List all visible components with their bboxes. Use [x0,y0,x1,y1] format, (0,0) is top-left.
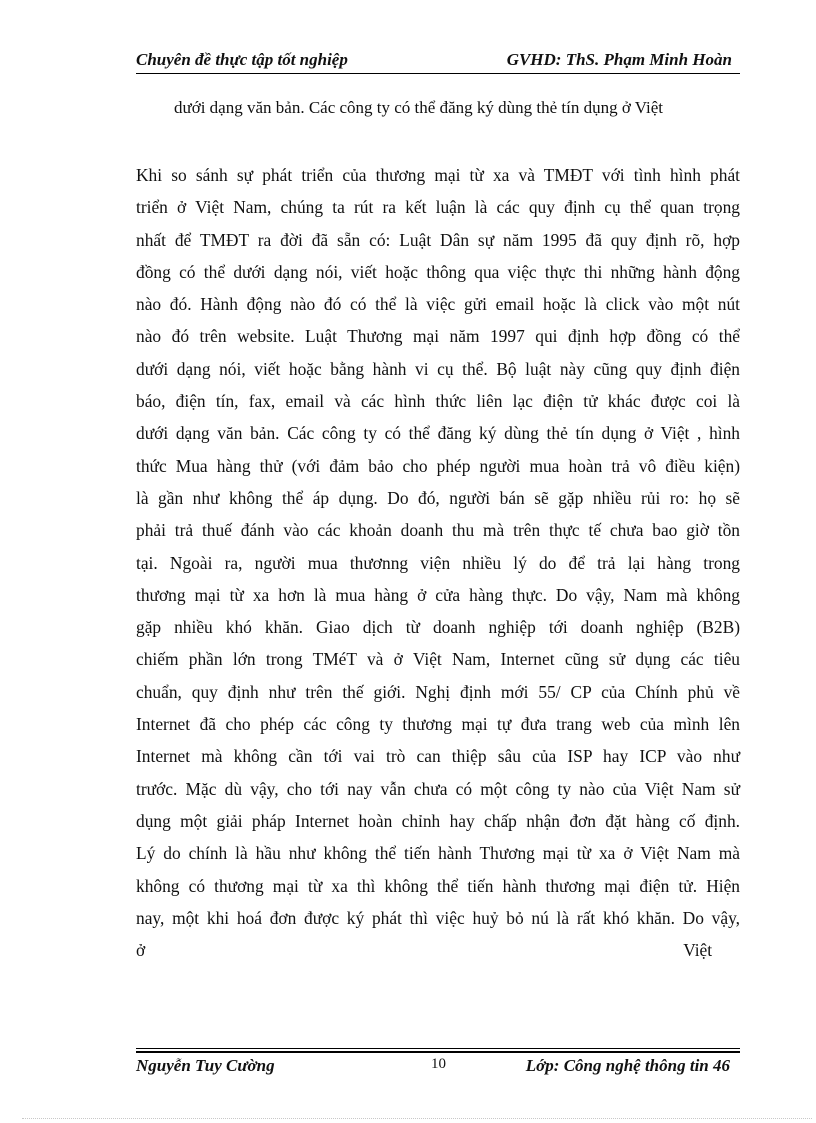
paragraph-line: dưới dạng văn bản. Các công ty có thể đăng ký dùng thẻ tín dụng ở Việt , hình [136,423,740,444]
paragraph-line: Lý do chính là hầu như không thể tiến hành Thương mại từ xa ở Việt Nam mà [136,843,740,864]
paragraph-line: báo, điện tín, fax, email và các hình thức liên lạc điện tử khác được coi là [136,391,740,412]
paragraph-line: Internet đã cho phép các công ty thương mại tự đưa trang web của mình lên [136,714,740,735]
header-title: Chuyên đề thực tập tốt nghiệp [136,50,348,69]
page-footer [136,1056,740,1078]
paragraph-line: trước. Mặc dù vậy, cho tới nay vẫn chưa có một công ty nào của Việt Nam sử [136,778,740,799]
last-line-end: Việt [683,940,713,961]
footer-class: Lớp: Công nghệ thông tin 46 [525,1056,730,1075]
paragraph-line: tại. Ngoài ra, người mua thươnng viện nhiều lý do để trả lại hàng trong [136,552,740,573]
paragraph-line: dụng một giải pháp Internet hoàn chỉnh hay chấp nhận đơn đặt hàng cố định. [136,810,740,831]
page-number: 10 [431,1056,446,1072]
paragraph-line: thương mại từ xa hơn là mua hàng ở cửa hàng thực. Do vậy, Nam mà không [136,584,740,605]
paragraph-line: nhất để TMĐT ra đời đã sẵn có: Luật Dân sự năm 1995 đã quy định rõ, hợp [136,229,740,250]
header-advisor: GVHD: ThS. Phạm Minh Hoàn [506,50,732,69]
paragraph-line: đồng có thể dưới dạng nói, viết hoặc thông qua việc thực thi những hành động [136,261,740,282]
paragraph-line: nào đó trên website. Luật Thương mại năm 1997 qui định hợp đồng có thể [136,326,740,347]
paragraph-line: Internet mà không cần tới vai trò can thiệp sâu của ISP hay ICP vào như [136,746,740,767]
header-rule [136,73,740,74]
body-paragraph [136,159,740,966]
paragraph-line: gặp nhiều khó khăn. Giao dịch từ doanh nghiệp tới doanh nghiệp (B2B) [136,617,740,638]
paragraph-line: Khi so sánh sự phát triển của thương mại từ xa và TMĐT với tình hình phát [136,165,740,185]
footer-author: Nguyễn Tuy Cường [136,1056,275,1075]
paragraph-line: phải trả thuế đánh vào các khoản doanh thu mà trên thực tế chưa bao giờ tồn [136,520,740,541]
paragraph-line: nay, một khi hoá đơn được ký phát thì việc huỷ bỏ nú là rất khó khăn. Do vậy, [136,907,740,928]
page-bottom-divider [22,1118,812,1119]
page-header [136,50,740,72]
paragraph-last-line [136,934,740,966]
footer-rule-thin [136,1048,740,1049]
paragraph-line: chuẩn, quy định như trên thế giới. Nghị định mới 55/ CP của Chính phủ về [136,681,740,702]
paragraph-line: chiếm phần lớn trong TMéT và ở Việt Nam, Internet cũng sử dụng các tiêu [136,649,740,670]
footer-rule-thick [136,1051,740,1053]
paragraph-line: không có thương mại từ xa thì không thể tiến hành thương mại điện tử. Hiện [136,875,740,896]
paragraph-line: dưới dạng nói, viết hoặc bằng hành vi cụ thể. Bộ luật này cũng quy định điện [136,358,740,379]
paragraph-line: nào đó. Hành động nào đó có thể là việc gửi email hoặc là click vào một nút [136,294,740,315]
paragraph-line: triển ở Việt Nam, chúng ta rút ra kết luận là các quy định cụ thể quan trọng [136,197,740,218]
paragraph-line: là gần như không thể áp dụng. Do đó, người bán sẽ gặp nhiều rủi ro: họ sẽ [136,487,740,508]
last-line-start: ở [136,940,146,961]
paragraph-line: thức Mua hàng thử (với đảm bảo cho phép người mua hoàn trả vô điều kiện) [136,455,740,476]
lead-line: dưới dạng văn bản. Các công ty có thể đăng ký dùng thẻ tín dụng ở Việt [174,98,664,117]
